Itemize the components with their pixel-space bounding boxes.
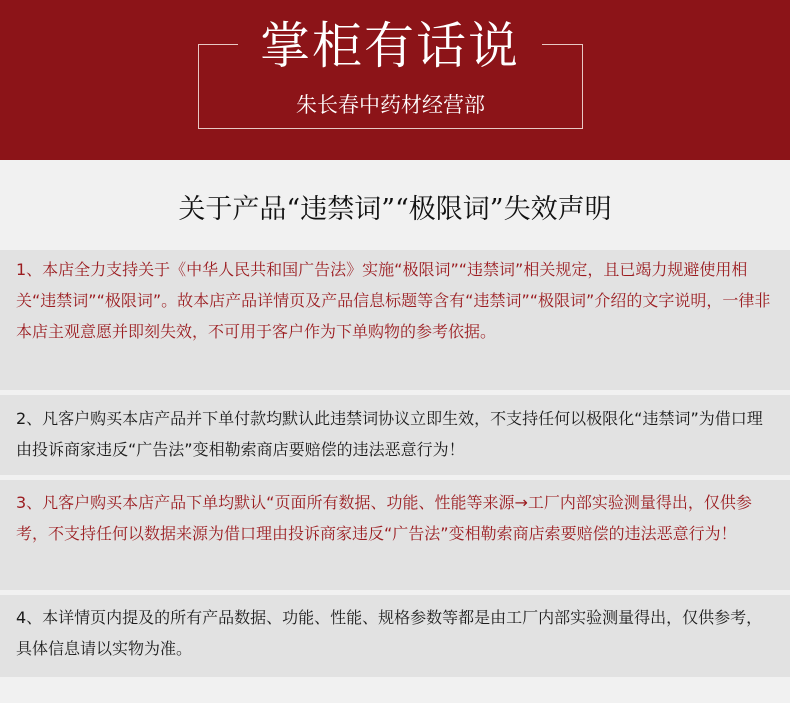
banner-subtitle: 朱长春中药材经营部 xyxy=(296,93,485,117)
header-banner xyxy=(0,0,790,160)
statement-heading: 关于产品“违禁词”“极限词”失效声明 xyxy=(178,194,612,225)
banner-title: 掌柜有话说 xyxy=(260,17,520,75)
paragraph-3: 3、凡客户购买本店产品下单均默认“页面所有数据、功能、性能等来源→工厂内部实验测量得出，仅供参考，不支持任何以数据来源为借口理由投诉商家违反“广告法”变相勒索商店索要赔偿的违法恶意行为！ xyxy=(16,493,752,543)
paragraph-1: 1、本店全力支持关于《中华人民共和国广告法》实施“极限词”“违禁词”相关规定，且已竭力规避使用相关“违禁词”“极限词”。故本店产品详情页及产品信息标题等含有“违禁词”“极限词”介绍的文字说明，一律非本店主观意愿并即刻失效，不可用于客户作为下单购物的参考依据。 xyxy=(16,260,771,341)
paragraph-4: 4、本详情页内提及的所有产品数据、功能、性能、规格参数等都是由工厂内部实验测量得出，仅供参考，具体信息请以实物为准。 xyxy=(16,608,763,658)
paragraph-2: 2、凡客户购买本店产品并下单付款均默认此违禁词协议立即生效，不支持任何以极限化“违禁词”为借口理由投诉商家违反“广告法”变相勒索商店要赔偿的违法恶意行为！ xyxy=(16,409,763,459)
